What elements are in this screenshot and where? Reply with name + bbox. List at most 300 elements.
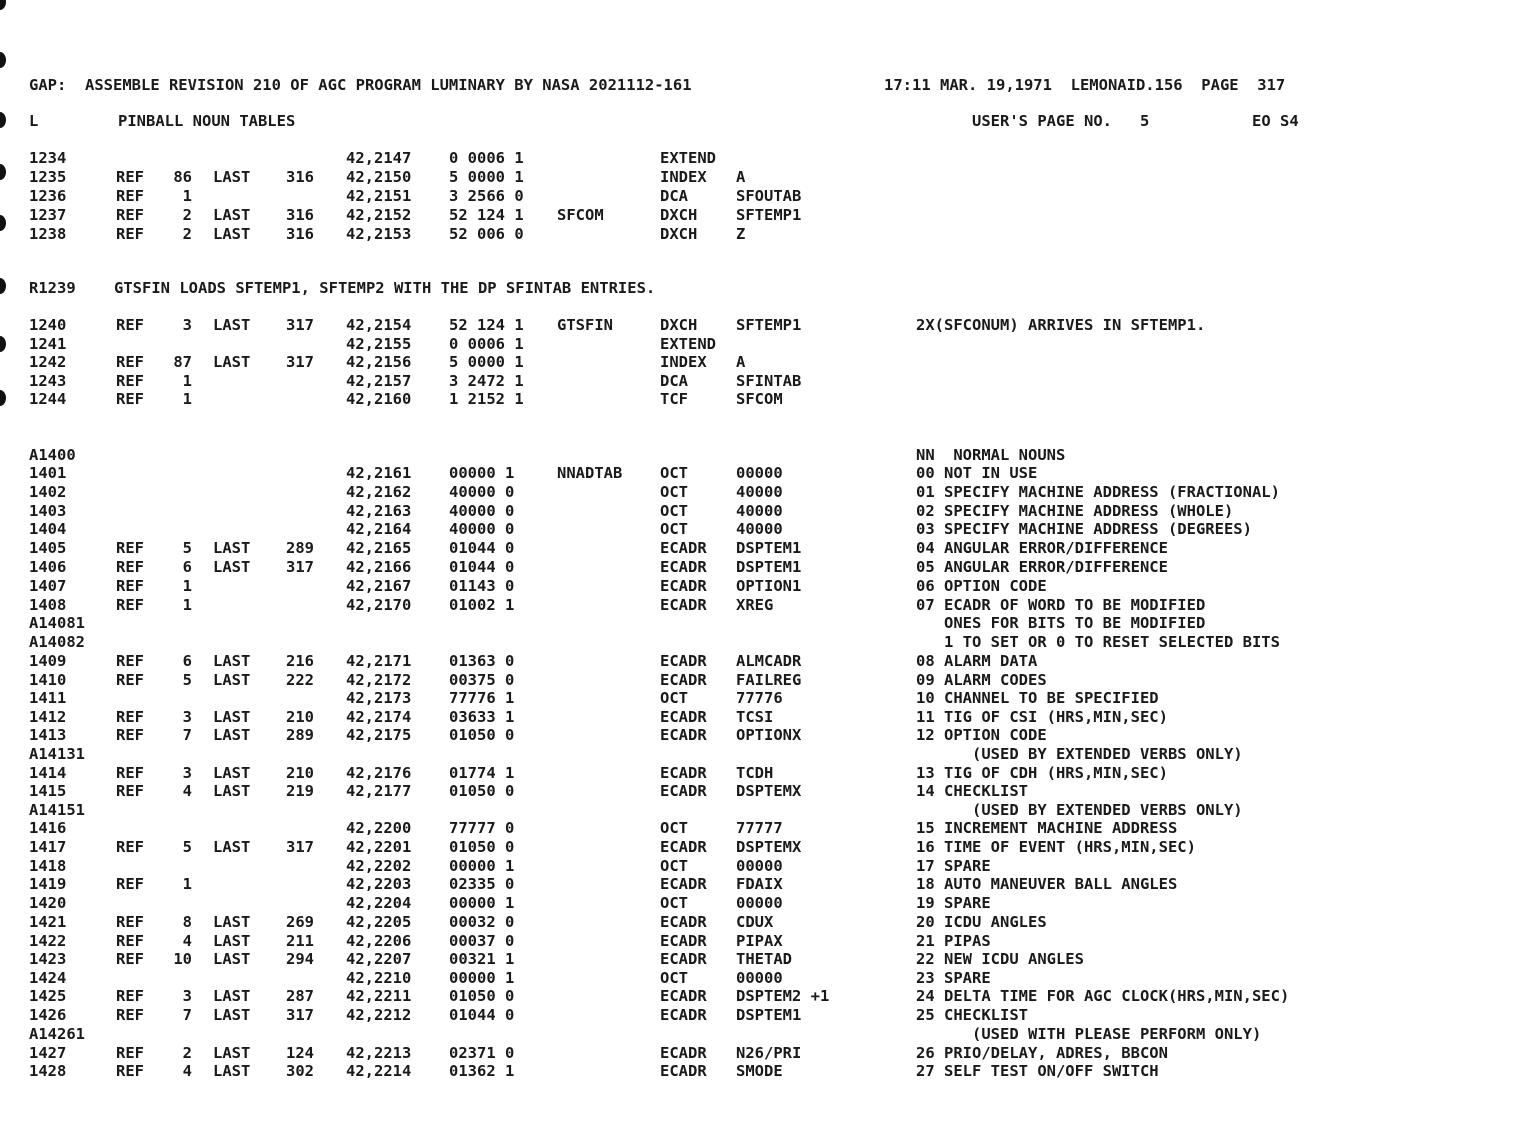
memory-address: 42,2163 xyxy=(346,502,412,520)
opcode: ECADR xyxy=(660,671,707,689)
last-page: 316 xyxy=(286,168,314,186)
memory-address: 42,2155 xyxy=(346,335,412,353)
opcode: ECADR xyxy=(660,539,707,557)
octal-code: 00000 1 xyxy=(449,894,515,912)
operand: TCSI xyxy=(736,708,774,726)
listing-line xyxy=(0,205,1536,225)
last-marker: LAST xyxy=(213,539,251,557)
octal-code: 01050 0 xyxy=(449,782,515,800)
listing-line xyxy=(0,538,1536,558)
line-number: 1405 xyxy=(29,539,67,557)
operand: THETAD xyxy=(736,950,792,968)
operand: PIPAX xyxy=(736,932,783,950)
comment: 08 ALARM DATA xyxy=(916,652,1038,670)
listing-line xyxy=(0,856,1536,876)
last-marker: LAST xyxy=(213,1044,251,1062)
operand: OPTION1 xyxy=(736,577,802,595)
last-marker: LAST xyxy=(213,913,251,931)
octal-code: 1 2152 1 xyxy=(449,390,524,408)
listing-line xyxy=(0,949,1536,969)
listing-line xyxy=(0,651,1536,671)
listing-line xyxy=(0,389,1536,409)
octal-code: 01774 1 xyxy=(449,764,515,782)
opcode: INDEX xyxy=(660,168,707,186)
octal-code: 0 0006 1 xyxy=(449,335,524,353)
opcode: ECADR xyxy=(660,558,707,576)
ref-marker: REF xyxy=(116,875,144,893)
memory-address: 42,2151 xyxy=(346,187,412,205)
opcode: OCT xyxy=(660,464,688,482)
comment: 00 NOT IN USE xyxy=(916,464,1038,482)
section-title: PINBALL NOUN TABLES xyxy=(118,112,296,130)
last-marker: LAST xyxy=(213,1006,251,1024)
line-number: 1236 xyxy=(29,187,67,205)
comment: 03 SPECIFY MACHINE ADDRESS (DEGREES) xyxy=(916,520,1252,538)
octal-code: 02371 0 xyxy=(449,1044,515,1062)
ref-count: 7 xyxy=(182,726,192,744)
ref-marker: REF xyxy=(116,913,144,931)
listing-line xyxy=(0,1005,1536,1025)
comment: 02 SPECIFY MACHINE ADDRESS (WHOLE) xyxy=(916,502,1234,520)
comment: (USED BY EXTENDED VERBS ONLY) xyxy=(916,745,1243,763)
octal-code: 01050 0 xyxy=(449,987,515,1005)
operand: 00000 xyxy=(736,464,783,482)
line-number: 1428 xyxy=(29,1062,67,1080)
operand: 00000 xyxy=(736,969,783,987)
line-number: A14082 xyxy=(29,633,85,651)
operand: OPTIONX xyxy=(736,726,802,744)
line-number: A14131 xyxy=(29,745,85,763)
comment: 27 SELF TEST ON/OFF SWITCH xyxy=(916,1062,1159,1080)
ref-count: 2 xyxy=(182,225,192,243)
operand: DSPTEMX xyxy=(736,782,802,800)
line-number: A14151 xyxy=(29,801,85,819)
last-marker: LAST xyxy=(213,353,251,371)
comment: 20 ICDU ANGLES xyxy=(916,913,1047,931)
listing-line xyxy=(0,837,1536,857)
comment: 04 ANGULAR ERROR/DIFFERENCE xyxy=(916,539,1168,557)
last-marker: LAST xyxy=(213,316,251,334)
last-marker: LAST xyxy=(213,225,251,243)
ref-count: 1 xyxy=(182,596,192,614)
operand: 40000 xyxy=(736,502,783,520)
memory-address: 42,2164 xyxy=(346,520,412,538)
operand: DSPTEM2 +1 xyxy=(736,987,830,1005)
line-number: 1234 xyxy=(29,149,67,167)
last-marker: LAST xyxy=(213,168,251,186)
octal-code: 52 006 0 xyxy=(449,225,524,243)
last-marker: LAST xyxy=(213,726,251,744)
comment: 22 NEW ICDU ANGLES xyxy=(916,950,1084,968)
opcode: ECADR xyxy=(660,708,707,726)
line-number: A14261 xyxy=(29,1025,85,1043)
octal-code: 01002 1 xyxy=(449,596,515,614)
comment: 14 CHECKLIST xyxy=(916,782,1028,800)
opcode: OCT xyxy=(660,502,688,520)
memory-address: 42,2177 xyxy=(346,782,412,800)
opcode: ECADR xyxy=(660,987,707,1005)
listing-line xyxy=(0,1024,1536,1044)
line-number: 1237 xyxy=(29,206,67,224)
memory-address: 42,2171 xyxy=(346,652,412,670)
ref-marker: REF xyxy=(116,316,144,334)
line-number: 1424 xyxy=(29,969,67,987)
opcode: ECADR xyxy=(660,596,707,614)
ref-count: 5 xyxy=(182,671,192,689)
listing-line xyxy=(0,707,1536,727)
octal-code: 77776 1 xyxy=(449,689,515,707)
octal-code: 00000 1 xyxy=(449,464,515,482)
section-letter: L xyxy=(29,112,39,130)
line-number: 1404 xyxy=(29,520,67,538)
opcode: ECADR xyxy=(660,652,707,670)
octal-code: 5 0000 1 xyxy=(449,168,524,186)
comment: 13 TIG OF CDH (HRS,MIN,SEC) xyxy=(916,764,1168,782)
octal-code: 52 124 1 xyxy=(449,316,524,334)
ref-count: 3 xyxy=(182,708,192,726)
ref-count: 4 xyxy=(182,1062,192,1080)
operand: 77777 xyxy=(736,819,783,837)
comment: 25 CHECKLIST xyxy=(916,1006,1028,1024)
listing-line xyxy=(0,632,1536,652)
last-page: 317 xyxy=(286,1006,314,1024)
ref-count: 7 xyxy=(182,1006,192,1024)
octal-code: 40000 0 xyxy=(449,483,515,501)
memory-address: 42,2157 xyxy=(346,372,412,390)
ref-marker: REF xyxy=(116,950,144,968)
line-number: 1403 xyxy=(29,502,67,520)
ref-count: 1 xyxy=(182,577,192,595)
octal-code: 00321 1 xyxy=(449,950,515,968)
line-number: 1412 xyxy=(29,708,67,726)
memory-address: 42,2214 xyxy=(346,1062,412,1080)
line-number: 1417 xyxy=(29,838,67,856)
last-marker: LAST xyxy=(213,1062,251,1080)
ref-count: 2 xyxy=(182,1044,192,1062)
listing-line xyxy=(0,800,1536,820)
last-page: 289 xyxy=(286,726,314,744)
operand: SFCOM xyxy=(736,390,783,408)
opcode: ECADR xyxy=(660,838,707,856)
memory-address: 42,2213 xyxy=(346,1044,412,1062)
ref-marker: REF xyxy=(116,1044,144,1062)
comment: 12 OPTION CODE xyxy=(916,726,1047,744)
last-marker: LAST xyxy=(213,838,251,856)
listing-line xyxy=(0,315,1536,335)
octal-code: 3 2472 1 xyxy=(449,372,524,390)
opcode: ECADR xyxy=(660,875,707,893)
ref-count: 3 xyxy=(182,316,192,334)
opcode: EXTEND xyxy=(660,149,716,167)
eo-code: EO S4 xyxy=(1252,112,1299,130)
listing-line xyxy=(0,1061,1536,1081)
line-number: 1243 xyxy=(29,372,67,390)
octal-code: 01044 0 xyxy=(449,1006,515,1024)
listing-line xyxy=(0,688,1536,708)
ref-marker: REF xyxy=(116,1006,144,1024)
operand: DSPTEM1 xyxy=(736,1006,802,1024)
opcode: TCF xyxy=(660,390,688,408)
opcode: ECADR xyxy=(660,950,707,968)
last-page: 216 xyxy=(286,652,314,670)
ref-marker: REF xyxy=(116,390,144,408)
memory-address: 42,2166 xyxy=(346,558,412,576)
listing-line xyxy=(0,576,1536,596)
opcode: ECADR xyxy=(660,764,707,782)
punch-hole xyxy=(0,52,6,68)
line-number: 1242 xyxy=(29,353,67,371)
listing-line xyxy=(0,278,1536,298)
comment: 09 ALARM CODES xyxy=(916,671,1047,689)
punch-hole xyxy=(0,0,6,10)
last-page: 316 xyxy=(286,206,314,224)
ref-marker: REF xyxy=(116,372,144,390)
comment: 07 ECADR OF WORD TO BE MODIFIED xyxy=(916,596,1206,614)
section-header xyxy=(0,111,1536,131)
opcode: OCT xyxy=(660,483,688,501)
operand: SFOUTAB xyxy=(736,187,802,205)
opcode: OCT xyxy=(660,520,688,538)
memory-address: 42,2175 xyxy=(346,726,412,744)
opcode: INDEX xyxy=(660,353,707,371)
line-number: 1235 xyxy=(29,168,67,186)
line-number: A14081 xyxy=(29,614,85,632)
last-marker: LAST xyxy=(213,671,251,689)
ref-marker: REF xyxy=(116,225,144,243)
memory-address: 42,2173 xyxy=(346,689,412,707)
memory-address: 42,2207 xyxy=(346,950,412,968)
last-page: 317 xyxy=(286,838,314,856)
ref-count: 1 xyxy=(182,875,192,893)
opcode: DXCH xyxy=(660,316,698,334)
last-marker: LAST xyxy=(213,987,251,1005)
memory-address: 42,2162 xyxy=(346,483,412,501)
opcode: ECADR xyxy=(660,913,707,931)
line-number: 1414 xyxy=(29,764,67,782)
ref-count: 6 xyxy=(182,558,192,576)
listing-line xyxy=(0,912,1536,932)
listing-line xyxy=(0,986,1536,1006)
opcode: DCA xyxy=(660,187,688,205)
line-number: 1415 xyxy=(29,782,67,800)
octal-code: 01143 0 xyxy=(449,577,515,595)
comment: 26 PRIO/DELAY, ADRES, BBCON xyxy=(916,1044,1168,1062)
line-number: A1400 xyxy=(29,446,76,464)
listing-line xyxy=(0,763,1536,783)
octal-code: 01044 0 xyxy=(449,558,515,576)
last-marker: LAST xyxy=(213,558,251,576)
listing-line xyxy=(0,463,1536,483)
operand: 40000 xyxy=(736,520,783,538)
comment: (USED BY EXTENDED VERBS ONLY) xyxy=(916,801,1243,819)
line-number: 1401 xyxy=(29,464,67,482)
operand: Z xyxy=(736,225,746,243)
listing-line xyxy=(0,501,1536,521)
octal-code: 01050 0 xyxy=(449,838,515,856)
ref-marker: REF xyxy=(116,764,144,782)
ref-count: 4 xyxy=(182,782,192,800)
octal-code: 77777 0 xyxy=(449,819,515,837)
last-marker: LAST xyxy=(213,764,251,782)
listing-line xyxy=(0,186,1536,206)
ref-marker: REF xyxy=(116,596,144,614)
line-number: 1238 xyxy=(29,225,67,243)
operand: SFTEMP1 xyxy=(736,206,802,224)
ref-count: 1 xyxy=(182,187,192,205)
comment: 18 AUTO MANEUVER BALL ANGLES xyxy=(916,875,1178,893)
last-marker: LAST xyxy=(213,782,251,800)
line-number: 1406 xyxy=(29,558,67,576)
comment: 1 TO SET OR 0 TO RESET SELECTED BITS xyxy=(916,633,1280,651)
operand: DSPTEM1 xyxy=(736,539,802,557)
last-page: 210 xyxy=(286,708,314,726)
octal-code: 40000 0 xyxy=(449,520,515,538)
ref-count: 8 xyxy=(182,913,192,931)
listing-line xyxy=(0,595,1536,615)
listing-line xyxy=(0,224,1536,244)
listing-line xyxy=(0,744,1536,764)
memory-address: 42,2174 xyxy=(346,708,412,726)
comment: 24 DELTA TIME FOR AGC CLOCK(HRS,MIN,SEC) xyxy=(916,987,1290,1005)
last-page: 317 xyxy=(286,316,314,334)
ref-count: 3 xyxy=(182,764,192,782)
listing-line xyxy=(0,557,1536,577)
assembly-timestamp: 17:11 MAR. 19,1971 LEMONAID.156 PAGE 317 xyxy=(884,76,1286,94)
listing-line xyxy=(0,167,1536,187)
opcode: DXCH xyxy=(660,206,698,224)
comment: 19 SPARE xyxy=(916,894,991,912)
line-number: 1240 xyxy=(29,316,67,334)
memory-address: 42,2206 xyxy=(346,932,412,950)
listing-line xyxy=(0,148,1536,168)
line-number: 1402 xyxy=(29,483,67,501)
operand: 40000 xyxy=(736,483,783,501)
ref-count: 10 xyxy=(173,950,192,968)
listing-line xyxy=(0,482,1536,502)
operand: SMODE xyxy=(736,1062,783,1080)
memory-address: 42,2204 xyxy=(346,894,412,912)
last-page: 269 xyxy=(286,913,314,931)
opcode: ECADR xyxy=(660,782,707,800)
opcode: ECADR xyxy=(660,577,707,595)
memory-address: 42,2147 xyxy=(346,149,412,167)
listing-line xyxy=(0,781,1536,801)
octal-code: 40000 0 xyxy=(449,502,515,520)
line-number: 1410 xyxy=(29,671,67,689)
last-page: 124 xyxy=(286,1044,314,1062)
ref-marker: REF xyxy=(116,187,144,205)
comment: 05 ANGULAR ERROR/DIFFERENCE xyxy=(916,558,1168,576)
octal-code: 00000 1 xyxy=(449,857,515,875)
memory-address: 42,2203 xyxy=(346,875,412,893)
octal-code: 03633 1 xyxy=(449,708,515,726)
assembly-title: GAP: ASSEMBLE REVISION 210 OF AGC PROGRAM LUMINARY BY NASA 2021112-161 xyxy=(29,76,692,94)
memory-address: 42,2152 xyxy=(346,206,412,224)
ref-count: 3 xyxy=(182,987,192,1005)
ref-marker: REF xyxy=(116,168,144,186)
line-number: 1409 xyxy=(29,652,67,670)
line-number: 1425 xyxy=(29,987,67,1005)
memory-address: 42,2161 xyxy=(346,464,412,482)
comment: 21 PIPAS xyxy=(916,932,991,950)
listing-line xyxy=(0,352,1536,372)
symbol-label: SFCOM xyxy=(557,206,604,224)
listing-line xyxy=(0,670,1536,690)
symbol-label: GTSFIN xyxy=(557,316,613,334)
octal-code: 0 0006 1 xyxy=(449,149,524,167)
last-page: 316 xyxy=(286,225,314,243)
last-marker: LAST xyxy=(213,206,251,224)
last-marker: LAST xyxy=(213,652,251,670)
memory-address: 42,2160 xyxy=(346,390,412,408)
remark-text: GTSFIN LOADS SFTEMP1, SFTEMP2 WITH THE DP SFINTAB ENTRIES. xyxy=(114,279,656,297)
last-page: 287 xyxy=(286,987,314,1005)
opcode: DXCH xyxy=(660,225,698,243)
operand: CDUX xyxy=(736,913,774,931)
octal-code: 00000 1 xyxy=(449,969,515,987)
opcode: ECADR xyxy=(660,726,707,744)
comment: 15 INCREMENT MACHINE ADDRESS xyxy=(916,819,1178,837)
listing-line xyxy=(0,931,1536,951)
operand: 00000 xyxy=(736,857,783,875)
operand: TCDH xyxy=(736,764,774,782)
last-page: 210 xyxy=(286,764,314,782)
last-page: 219 xyxy=(286,782,314,800)
operand: SFINTAB xyxy=(736,372,802,390)
line-number: 1413 xyxy=(29,726,67,744)
ref-count: 4 xyxy=(182,932,192,950)
line-number: 1422 xyxy=(29,932,67,950)
last-page: 222 xyxy=(286,671,314,689)
octal-code: 00032 0 xyxy=(449,913,515,931)
last-page: 294 xyxy=(286,950,314,968)
ref-marker: REF xyxy=(116,1062,144,1080)
memory-address: 42,2210 xyxy=(346,969,412,987)
listing-line xyxy=(0,893,1536,913)
operand: FAILREG xyxy=(736,671,802,689)
ref-count: 6 xyxy=(182,652,192,670)
ref-marker: REF xyxy=(116,782,144,800)
ref-marker: REF xyxy=(116,539,144,557)
line-number: 1420 xyxy=(29,894,67,912)
ref-marker: REF xyxy=(116,932,144,950)
memory-address: 42,2205 xyxy=(346,913,412,931)
comment: 23 SPARE xyxy=(916,969,991,987)
memory-address: 42,2153 xyxy=(346,225,412,243)
opcode: OCT xyxy=(660,894,688,912)
comment: 11 TIG OF CSI (HRS,MIN,SEC) xyxy=(916,708,1168,726)
ref-count: 5 xyxy=(182,539,192,557)
memory-address: 42,2212 xyxy=(346,1006,412,1024)
listing-line xyxy=(0,874,1536,894)
ref-marker: REF xyxy=(116,838,144,856)
last-page: 289 xyxy=(286,539,314,557)
operand: FDAIX xyxy=(736,875,783,893)
comment: NN NORMAL NOUNS xyxy=(916,446,1066,464)
opcode: DCA xyxy=(660,372,688,390)
ref-marker: REF xyxy=(116,708,144,726)
operand: N26/PRI xyxy=(736,1044,802,1062)
last-marker: LAST xyxy=(213,950,251,968)
memory-address: 42,2156 xyxy=(346,353,412,371)
operand: 77776 xyxy=(736,689,783,707)
opcode: ECADR xyxy=(660,1006,707,1024)
comment: 01 SPECIFY MACHINE ADDRESS (FRACTIONAL) xyxy=(916,483,1280,501)
line-number: 1418 xyxy=(29,857,67,875)
comment: 06 OPTION CODE xyxy=(916,577,1047,595)
operand: A xyxy=(736,353,746,371)
ref-count: 5 xyxy=(182,838,192,856)
